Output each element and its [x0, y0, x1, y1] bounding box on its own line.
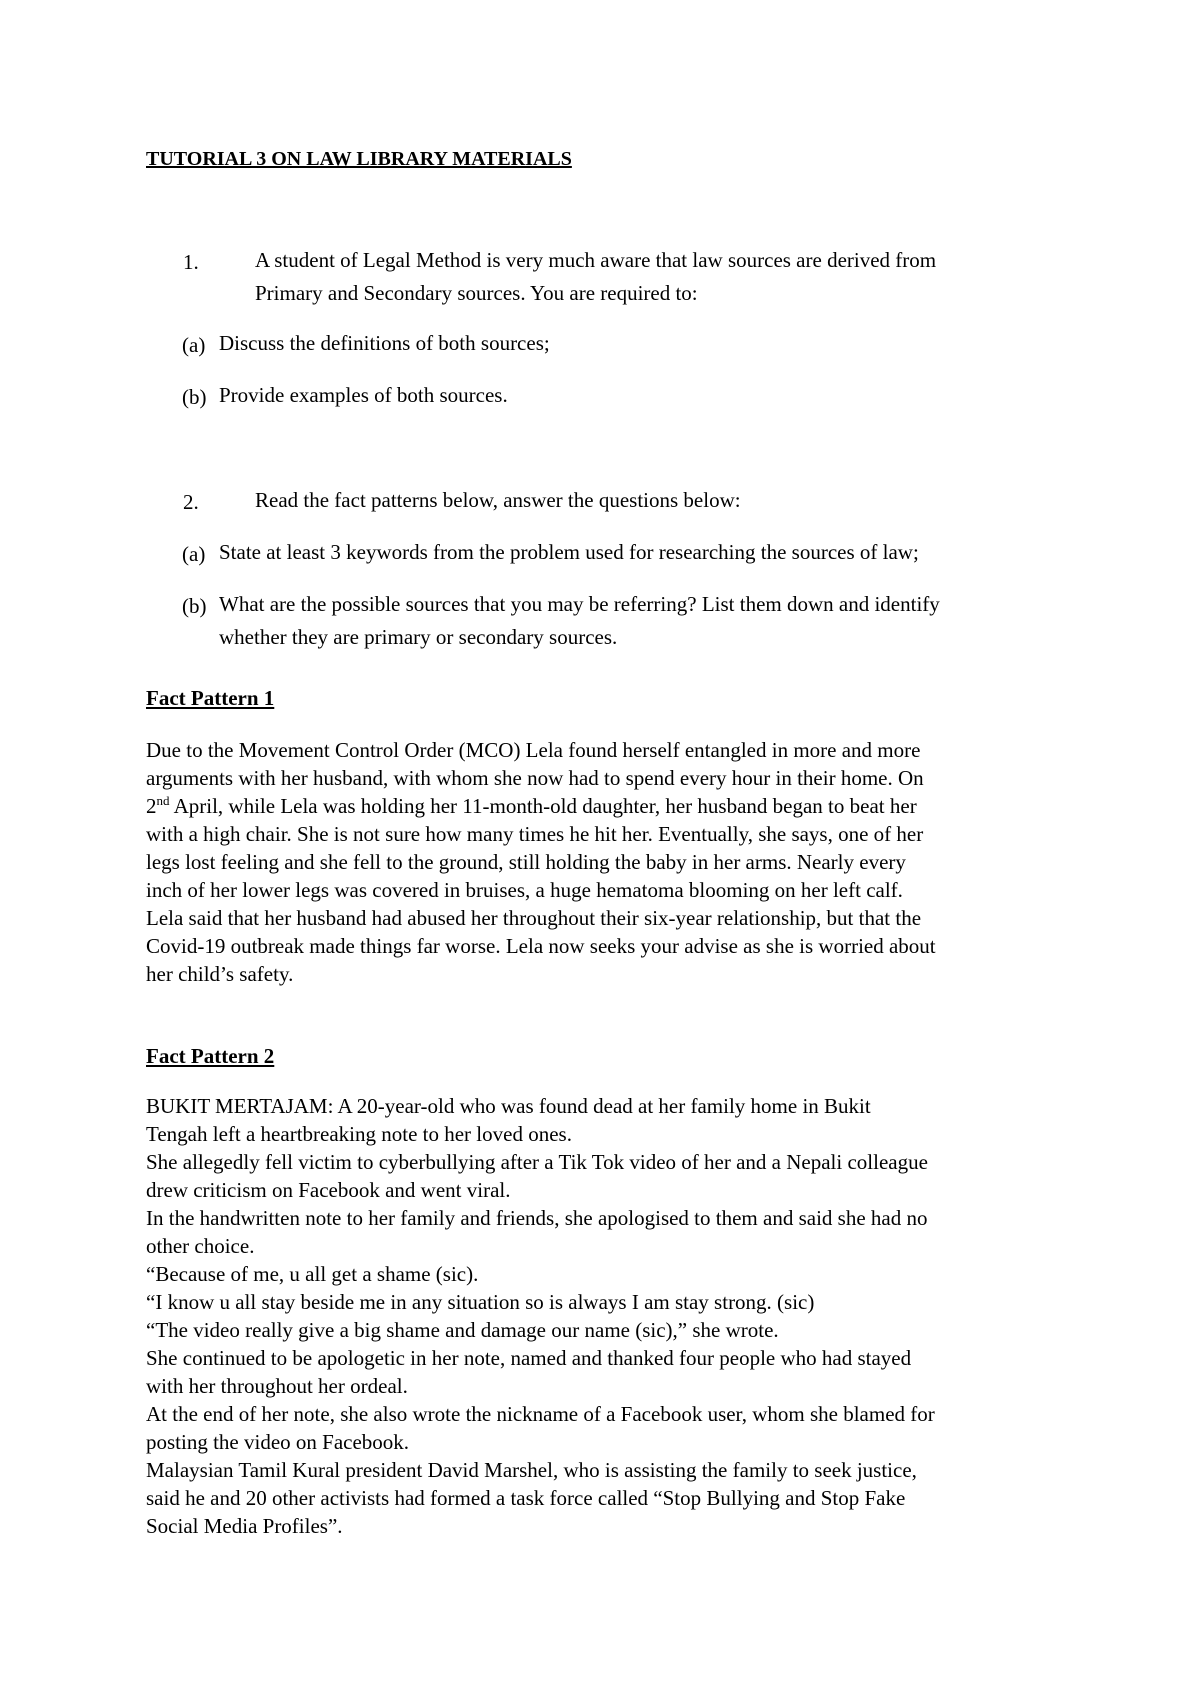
question-2a-text: State at least 3 keywords from the problem used for researching the sources of law; — [219, 540, 919, 564]
fact-pattern-1-body — [146, 736, 1086, 988]
document-title: TUTORIAL 3 ON LAW LIBRARY MATERIALS — [146, 148, 572, 170]
fact-pattern-1-heading: Fact Pattern 1 — [146, 686, 275, 710]
fact-pattern-2-line: Social Media Profiles”. — [146, 1514, 343, 1538]
fact-pattern-1-line: Lela said that her husband had abused her throughout their six-year relationship, but that the — [146, 906, 922, 930]
question-1-line-2: Primary and Secondary sources. You are required to: — [255, 281, 698, 305]
fact-pattern-2-line: She allegedly fell victim to cyberbullying after a Tik Tok video of her and a Nepali colleague — [146, 1150, 928, 1174]
fact-pattern-1-line-date — [146, 792, 1086, 820]
fact-pattern-2-line: other choice. — [146, 1234, 255, 1258]
question-2-line-1: Read the fact patterns below, answer the questions below: — [255, 488, 741, 512]
fact-pattern-1-line: Covid-19 outbreak made things far worse. Lela now seeks your advise as she is worried about — [146, 934, 936, 958]
question-2-number: 2. — [183, 490, 199, 514]
fact-pattern-1-line: legs lost feeling and she fell to the ground, still holding the baby in her arms. Nearly every — [146, 850, 906, 874]
date-rest: April, while Lela was holding her 11-month-old daughter, her husband began to beat her — [169, 794, 917, 818]
question-2b-line-2: whether they are primary or secondary sources. — [219, 625, 618, 649]
fact-pattern-1-line: with a high chair. She is not sure how many times he hit her. Eventually, she says, one of her — [146, 822, 924, 846]
question-2b-label: (b) — [182, 594, 207, 618]
fact-pattern-2-line: said he and 20 other activists had formed a task force called “Stop Bullying and Stop Fake — [146, 1486, 906, 1510]
fact-pattern-2-line: “I know u all stay beside me in any situation so is always I am stay strong. (sic) — [146, 1290, 815, 1314]
fact-pattern-2-line: with her throughout her ordeal. — [146, 1374, 408, 1398]
fact-pattern-2-line: “Because of me, u all get a shame (sic). — [146, 1262, 479, 1286]
fact-pattern-2-heading: Fact Pattern 2 — [146, 1044, 275, 1068]
fact-pattern-1-line: her child’s safety. — [146, 962, 294, 986]
fact-pattern-2-line: Tengah left a heartbreaking note to her loved ones. — [146, 1122, 572, 1146]
fact-pattern-2-line: drew criticism on Facebook and went viral. — [146, 1178, 511, 1202]
question-1-number: 1. — [183, 250, 199, 274]
fact-pattern-2-line: Malaysian Tamil Kural president David Marshel, who is assisting the family to seek justice, — [146, 1458, 917, 1482]
question-2a-label: (a) — [182, 542, 206, 566]
question-1a-label: (a) — [182, 333, 206, 357]
question-2b-line-1: What are the possible sources that you may be referring? List them down and identify — [219, 592, 940, 616]
date-day: 2 — [146, 794, 157, 818]
date-ordinal-suffix: nd — [156, 793, 170, 808]
question-1b-text: Provide examples of both sources. — [219, 383, 508, 407]
question-1a-text: Discuss the definitions of both sources; — [219, 331, 550, 355]
fact-pattern-1-line: inch of her lower legs was covered in bruises, a huge hematoma blooming on her left calf. — [146, 878, 903, 902]
fact-pattern-1-line: arguments with her husband, with whom she now had to spend every hour in their home. On — [146, 766, 924, 790]
fact-pattern-2-line: BUKIT MERTAJAM: A 20-year-old who was found dead at her family home in Bukit — [146, 1094, 871, 1118]
fact-pattern-2-line: posting the video on Facebook. — [146, 1430, 410, 1454]
fact-pattern-2-line: “The video really give a big shame and damage our name (sic),” she wrote. — [146, 1318, 779, 1342]
fact-pattern-2-line: In the handwritten note to her family and friends, she apologised to them and said she had no — [146, 1206, 928, 1230]
fact-pattern-2-body — [146, 1092, 1086, 1540]
fact-pattern-2-line: At the end of her note, she also wrote the nickname of a Facebook user, whom she blamed for — [146, 1402, 935, 1426]
question-1b-label: (b) — [182, 385, 207, 409]
question-1-line-1: A student of Legal Method is very much aware that law sources are derived from — [255, 248, 937, 272]
fact-pattern-2-line: She continued to be apologetic in her note, named and thanked four people who had stayed — [146, 1346, 912, 1370]
fact-pattern-1-line: Due to the Movement Control Order (MCO) Lela found herself entangled in more and more — [146, 738, 921, 762]
